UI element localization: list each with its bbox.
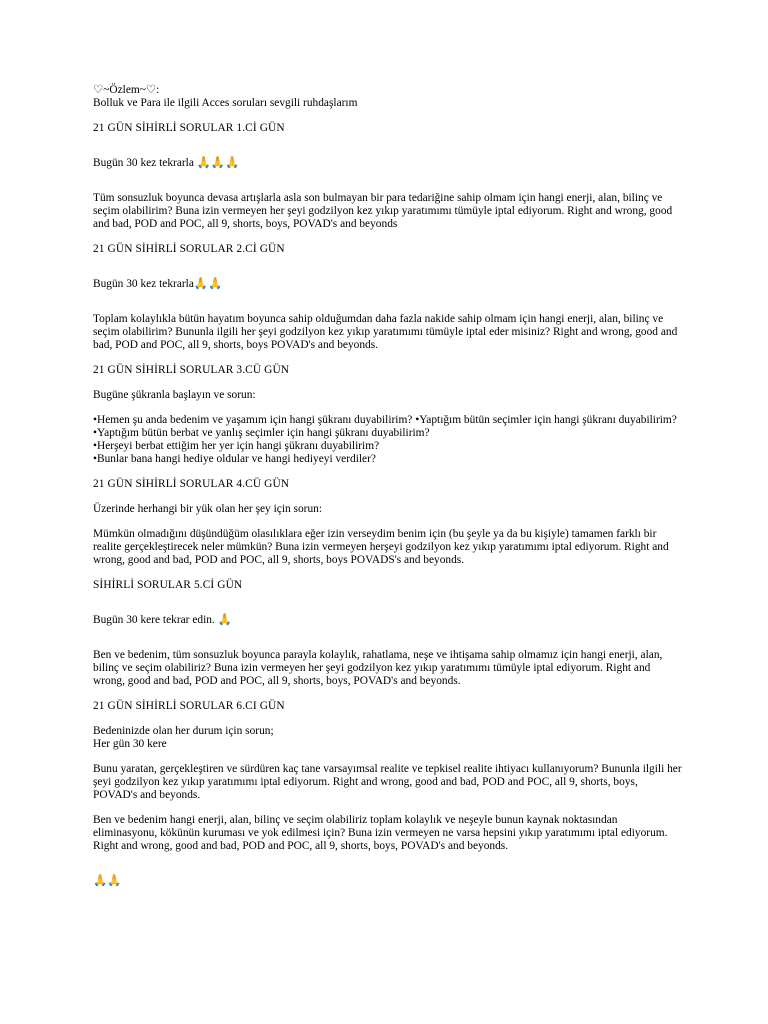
day4-heading: 21 GÜN SİHİRLİ SORULAR 4.CÜ GÜN xyxy=(93,478,290,490)
list-item: •Herşeyi berbat ettiğim her yer için hangi şükranı duyabilirim? xyxy=(93,440,380,452)
day6-instruction-line1: Bedeninizde olan her durum için sorun; xyxy=(93,725,274,737)
intro-line: Bolluk ve Para ile ilgili Acces soruları sevgili ruhdaşlarım xyxy=(93,97,358,109)
list-item: •Bunlar bana hangi hediye oldular ve hangi hediyeyi verdiler? xyxy=(93,453,376,465)
day6-instruction-line2: Her gün 30 kere xyxy=(93,738,167,750)
list-item: •Hemen şu anda bedenim ve yaşamım için hangi şükranı duyabilirim? •Yaptığım bütün seçimler için hangi şükranı duyabilirim? xyxy=(93,414,677,426)
day2-heading: 21 GÜN SİHİRLİ SORULAR 2.Cİ GÜN xyxy=(93,243,285,255)
day1-paragraph: Tüm sonsuzluk boyunca devasa artışlarla asla son bulmayan bir para tedariğine sahip olmam için hangi enerji, alan, bilinç ve seçim olabilirim? Buna izin vermeyen her şeyi godzilyon kez yıkıp yaratımımı tümüyle iptal ediyorum. Right and wrong, good and bad, POD and POC, all 9, shorts, boys, POVAD's and beyonds xyxy=(93,192,673,230)
day6-paragraph-1: Bunu yaratan, gerçekleştiren ve sürdüren kaç tane varsayımsal realite ve tepkisel realite ihtiyacı kullanıyorum? Bununla ilgili her şeyi godzilyon kez yıkıp yaratımımı iptal ediyorum. Right and wrong, good and bad, POD and POC, all 9, shorts, boys, POVAD's and beyonds. xyxy=(93,763,682,801)
day6-paragraph-2: Ben ve bedenim hangi enerji, alan, bilinç ve seçim olabiliriz toplam kolaylık ve neşeyle bunun kaynak noktasından eliminasyonu, kökünün kuruması ve yok edilmesi için? Buna izin vermeyen ne varsa hepsini yıkıp yaratımımı iptal ediyorum. Right and wrong, good and bad, POD and POC, all 9, shorts, boys, POVAD's and beyonds. xyxy=(93,814,668,852)
day3-instruction: Bugüne şükranla başlayın ve sorun: xyxy=(93,389,256,401)
day3-heading: 21 GÜN SİHİRLİ SORULAR 3.CÜ GÜN xyxy=(93,364,290,376)
day1-heading: 21 GÜN SİHİRLİ SORULAR 1.Cİ GÜN xyxy=(93,122,285,134)
day4-instruction: Üzerinde herhangi bir yük olan her şey için sorun: xyxy=(93,503,323,515)
day5-paragraph: Ben ve bedenim, tüm sonsuzluk boyunca parayla kolaylık, rahatlama, neşe ve ihtişama sahip olmamız için hangi enerji, alan, bilinç ve seçim olabiliriz? Buna izin vermeyen her şeyi godzilyon kez yıkıp yaratımımı tümüyle iptal ediyorum. Right and wrong, good and bad, POD and POC, all 9, shorts, boys, POVAD's and beyonds. xyxy=(93,649,663,687)
day1-instruction: Bugün 30 kez tekrarla 🙏🙏🙏 xyxy=(93,157,240,169)
closing-emoji: 🙏🙏 xyxy=(93,875,122,887)
author-line: ♡~Özlem~♡: xyxy=(93,84,160,96)
day3-bullet-list xyxy=(93,414,683,466)
day5-heading: SİHİRLİ SORULAR 5.Cİ GÜN xyxy=(93,579,243,591)
day6-heading: 21 GÜN SİHİRLİ SORULAR 6.CI GÜN xyxy=(93,700,285,712)
list-item: •Yaptığım bütün berbat ve yanlış seçimler için hangi şükranı duyabilirim? xyxy=(93,427,430,439)
day5-instruction: Bugün 30 kere tekrar edin. 🙏 xyxy=(93,614,232,626)
document-body xyxy=(93,84,683,888)
day2-paragraph: Toplam kolaylıkla bütün hayatım boyunca sahip olduğumdan daha fazla nakide sahip olmam için hangi enerji, alan, bilinç ve seçim olabilirim? Bununla ilgili her şeyi godzilyon kez yıkıp yaratımımı tümüyle iptal eder misiniz? Right and wrong, good and bad, POD and POC, all 9, shorts, boys POVAD's and beyonds. xyxy=(93,313,678,351)
day2-instruction: Bugün 30 kez tekrarla🙏🙏 xyxy=(93,278,223,290)
day4-paragraph: Mümkün olmadığını düşündüğüm olasılıklara eğer izin verseydim benim için (bu şeyle ya da bu kişiyle) tamamen farklı bir realite gerçekleştirecek neler mümkün? Buna izin vermeyen herşeyi godzilyon kez yıkıp yaratımımı iptal ediyorum. Right and wrong, good and bad, POD and POC, all 9, shorts, boys POVADS's and beyonds. xyxy=(93,528,669,566)
